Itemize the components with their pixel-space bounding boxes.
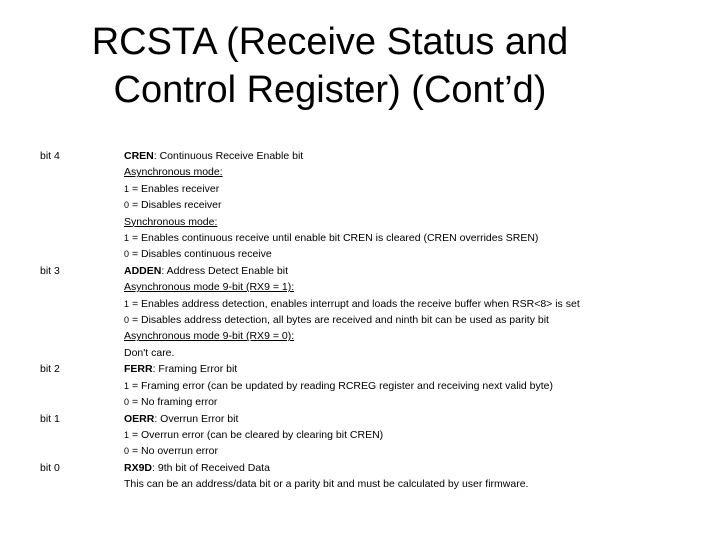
bit-0-row xyxy=(40,460,680,493)
bit-label: bit 0 xyxy=(40,461,60,474)
bit-name: RX9D xyxy=(124,461,153,474)
bit-desc: : Framing Error bit xyxy=(152,363,238,376)
slide-title xyxy=(0,18,660,114)
bit-2-row xyxy=(40,361,680,410)
bit-name: FERR xyxy=(124,363,153,376)
value-line: 1 = Overrun error (can be cleared by clearing bit CREN) xyxy=(124,428,384,441)
mode-heading: Asynchronous mode 9-bit (RX9 = 1): xyxy=(124,281,295,294)
bit-heading xyxy=(124,411,680,427)
note-line: This can be an address/data bit or a parity bit and must be calculated by user firmware. xyxy=(124,478,529,491)
bit-description xyxy=(124,148,680,263)
mode-heading: Asynchronous mode 9-bit (RX9 = 0): xyxy=(124,330,295,343)
bit-name: OERR xyxy=(124,412,155,425)
bit-label: bit 2 xyxy=(40,363,60,376)
value-line: 0 = Disables address detection, all bytes are received and ninth bit can be used as parity bit xyxy=(124,314,549,327)
value-line: 1 = Enables receiver xyxy=(124,182,220,195)
bit-name: ADDEN xyxy=(124,264,162,277)
bit-desc: : Continuous Receive Enable bit xyxy=(153,150,304,162)
bit-heading xyxy=(124,148,680,164)
bit-label: bit 1 xyxy=(40,412,60,425)
bit-3-row xyxy=(40,263,680,361)
title-line-1: RCSTA (Receive Status and xyxy=(91,21,569,63)
title-line-2: Control Register) (Cont’d) xyxy=(113,69,547,111)
bit-desc: : 9th bit of Received Data xyxy=(152,461,270,474)
bit-1-row xyxy=(40,411,680,460)
bit-description xyxy=(124,263,680,361)
value-line: 0 = Disables receiver xyxy=(124,199,222,212)
value-line: 0 = No framing error xyxy=(124,396,218,409)
bit-4-row xyxy=(40,148,680,263)
value-line: Don't care. xyxy=(124,346,175,359)
mode-heading: Asynchronous mode: xyxy=(124,166,223,179)
bit-label: bit 3 xyxy=(40,264,60,277)
bit-heading xyxy=(124,263,680,279)
value-line: 1 = Enables address detection, enables interrupt and loads the receive buffer when RSR<8> is set xyxy=(124,297,580,310)
mode-heading: Synchronous mode: xyxy=(124,215,218,228)
value-line: 0 = Disables continuous receive xyxy=(124,248,272,261)
bit-heading xyxy=(124,361,680,377)
bit-description xyxy=(124,460,680,493)
bit-name: CREN xyxy=(124,150,154,162)
bit-description xyxy=(124,361,680,410)
bit-desc: : Overrun Error bit xyxy=(154,412,239,425)
register-bit-table xyxy=(40,148,680,493)
bit-description xyxy=(124,411,680,460)
value-line: 1 = Enables continuous receive until enable bit CREN is cleared (CREN overrides SREN) xyxy=(124,232,539,245)
bit-heading xyxy=(124,460,680,476)
value-line: 1 = Framing error (can be updated by reading RCREG register and receiving next valid byte) xyxy=(124,379,554,392)
bit-desc: : Address Detect Enable bit xyxy=(161,264,288,277)
bit-label: bit 4 xyxy=(40,150,60,162)
value-line: 0 = No overrun error xyxy=(124,445,219,458)
